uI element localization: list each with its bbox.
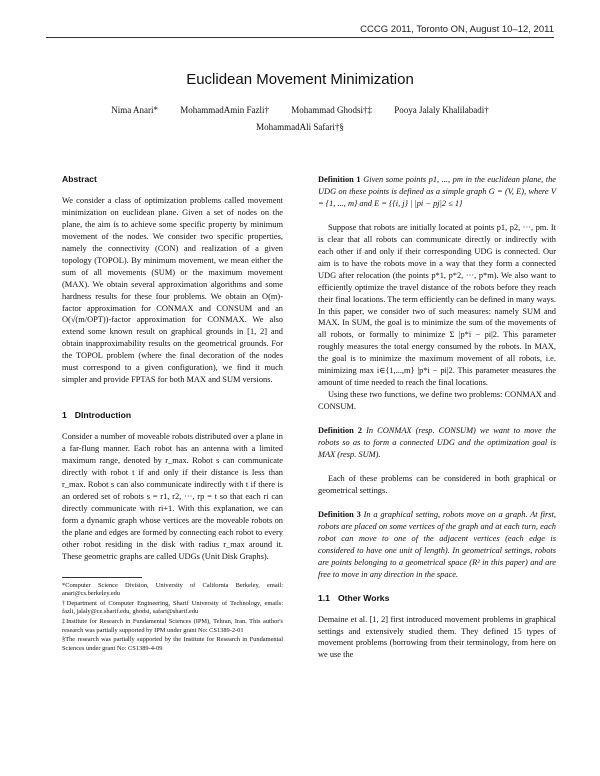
author: Mohammad Ghodsi†‡	[291, 105, 372, 115]
author-list	[46, 102, 554, 136]
author: MohammadAmin Fazli†	[180, 105, 269, 115]
body-paragraph: Each of these problems can be considered in both graphical or geometrical settings.	[318, 473, 556, 495]
abstract-heading: Abstract	[62, 174, 97, 184]
section-number: 1	[62, 410, 67, 421]
definition-label: Definition 3	[318, 509, 361, 519]
definition-label: Definition 2	[318, 426, 363, 436]
abstract-text: We consider a class of optimization problems called movement minimization on euclidean plane. Given a set of nodes on the plane, the aim is to achieve some specific property by minimum movement of the nodes. We consider two specific properties, namely the connectivity (CON) and realization of a given topology (TOPOL). By minimum movement, we mean either the sum of all movements (SUM) or the maximum movement (MAX). We obtain several approximation algorithms and some hardness results for these four problems. We obtain an O(m)-factor approximation for CONMAX and CONSUM and an O(√(m/OPT))-factor approximation for CONMAX. We also extend some known result on graphical grounds in [1, 2] and obtain inapproximability results on the geometrical grounds. For the TOPOL problem (where the final decoration of the nodes must correspond to a given configuration), we find it much simpler and provide FPTAS for both MAX and SUM versions.	[62, 195, 283, 385]
definition-1	[318, 174, 556, 210]
footnote-rule	[62, 577, 142, 578]
definition-label: Definition 1	[318, 175, 361, 184]
author: Pooya Jalaly Khalilabadi†	[394, 105, 489, 115]
section-title: Other Works	[337, 592, 390, 603]
definition-text: In a graphical setting, robots move on a graph. At first, robots are placed on some vertices of the graph and at each turn, each robot can move to one of the adjacent vertices (each edge is considered to have one unit of length). In geometrical settings, robots are points belonging to a geometrical space (R² in this paper) and are free to move in any direction in the space.	[318, 509, 556, 579]
footnote: *Computer Science Division, University of California Berkeley, email: anari@cs.berkeley.edu	[62, 581, 283, 598]
body-paragraph: Suppose that robots are initially located at points p1, p2, ···, pm. It is clear that all robots can communicate directly or indirectly with each other if and only if their corresponding UDG is connected. Our aim is to have the robots move in a way that they form a connected UDG after relocation (the points p*1, p*2, ···, p*m). We also want to efficiently optimize the travel distance of the robots before they reach their final locations. The term efficiently can be defined in many ways. In this paper, we consider two of such measures: namely SUM and MAX. In SUM, the goal is to minimize the sum of the movements of all robots, or formally to minimize Σ |p*i − pi|2. This parameter roughly measures the total energy consumed by the robots. In MAX, the goal is to minimize the maximum movement of all robots, i.e. minimizing max i∈{1,...,m} |p*i − pi|2. This parameter measures the amount of time needed to reach the final locations.	[318, 222, 556, 388]
header-rule	[46, 37, 554, 38]
definition-text: In CONMAX (resp. CONSUM) we want to move the robots so as to form a connected UDG and the optimization goal is MAX (resp. SUM).	[318, 426, 557, 460]
author: MohammadAli Safari†§	[256, 122, 344, 132]
section-number: 1.1	[318, 592, 330, 603]
section-title: DIntroduction	[74, 410, 132, 421]
footnote: ‡Institute for Research in Fundamental Sciences (IPM), Tehran, Iran. This author's research was partially supported by IPM under grant No: CS1389-2-01	[62, 618, 283, 634]
definition-3	[318, 509, 556, 581]
body-paragraph: Using these two functions, we define two problems: CONMAX and CONSUM.	[318, 390, 556, 412]
running-header: CCCG 2011, Toronto ON, August 10–12, 2011	[360, 24, 554, 35]
footnote: †Department of Computer Engineering, Sharif University of Technology, emails: fazli, jalaly@ce.sharif.edu, ghodsi, safari@sharif.edu	[62, 599, 283, 616]
definition-2	[318, 425, 556, 461]
footnote: §The research was partially supported by the Institute for Research in Fundamental Sciences under grant No: CS1389-4-09	[62, 636, 283, 652]
left-column	[62, 174, 283, 654]
definition-text: Given some points p1, ..., pm in the euclidean plane, the UDG on these points is defined as a simple graph G = (V, E), where V = {1, ..., m} and E = {{i, j} | |pi − pj|2 ≤ 1}	[318, 175, 557, 208]
related-text: Demaine et al. [1, 2] first introduced movement problems in graphical settings and extensively studied them. They defined 15 types of movement problems (borrowing from their terminology, from here on we use the	[318, 614, 556, 660]
intro-heading	[62, 410, 283, 422]
author: Nima Anari*	[111, 105, 158, 115]
right-column	[318, 174, 556, 661]
intro-text: Consider a number of moveable robots distributed over a plane in a far-flung manner. Each robot has an antenna with a limited maximum range, denoted by r_max. Robot s can communicate directly with robot t if and only if their distance is less than r_max. Robot s can also communicate indirectly with t if there is an ordered set of robots s = r1, r2, ···, rp = t so that each ri can directly communicate with ri+1. With this explanation, we can form a dynamic graph whose vertices are the moveable robots on the plane and edges are formed by connecting each robot to every other robot residing in the disk with radius r_max around it. These geometric graphs are called UDGs (Unit Disk Graphs).	[62, 432, 283, 561]
related-heading	[318, 593, 556, 605]
paper-title: Euclidean Movement Minimization	[186, 71, 414, 88]
